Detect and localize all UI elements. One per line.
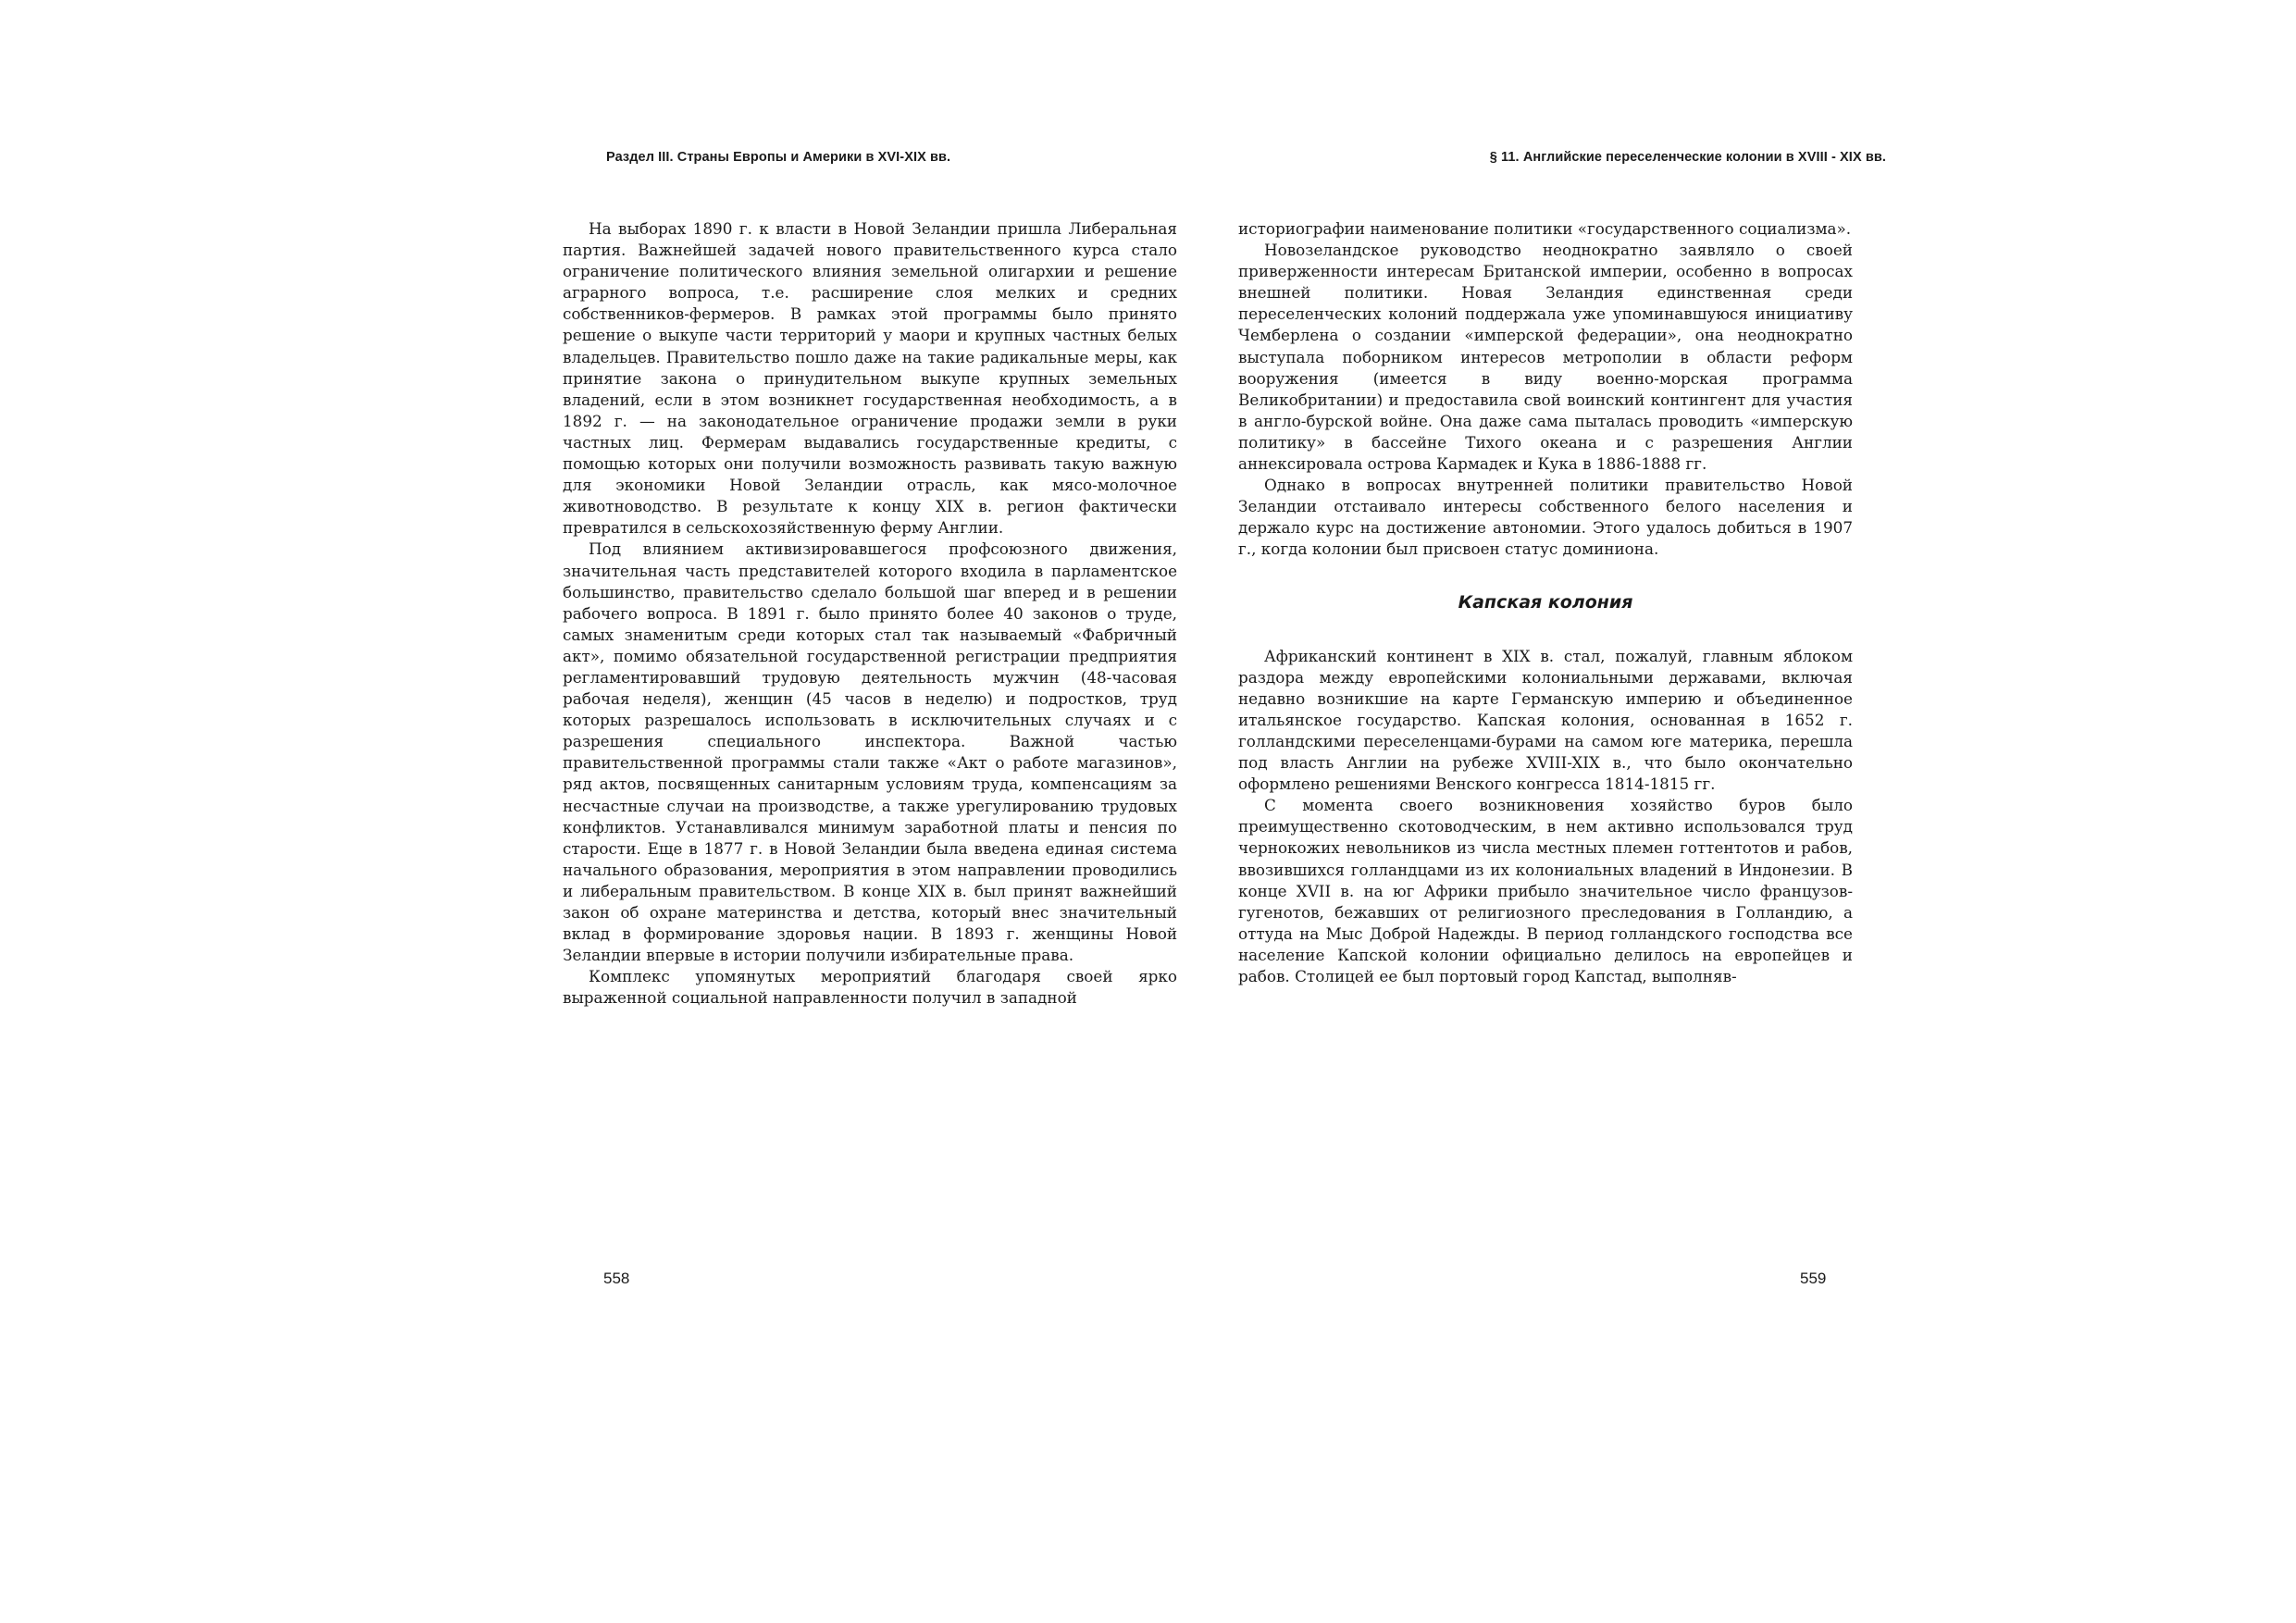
right-running-head: § 11. Английские переселенческие колонии в XVIII - XIX вв. <box>1489 150 1886 165</box>
left-page <box>555 0 1203 1623</box>
right-paragraph-4: Африканский континент в XIX в. стал, пожалуй, главным яблоком раздора между европейскими колониальными державами, включая недавно возникшие на карте Германскую империю и объединенное итальянское государство. Капская колония, основанная в 1652 г. голландскими переселенцами-бурами на самом юге материка, перешла под власть Англии на рубеже XVIII-XIX в., что было окончательно оформлено решениями Венского конгресса 1814-1815 гг. <box>1238 646 1853 794</box>
right-paragraph-1: историографии наименование политики «государственного социализма». <box>1238 219 1852 238</box>
right-text-block <box>1238 218 1853 987</box>
section-heading: Капская колония <box>1458 591 1633 613</box>
right-page-number: 559 <box>1800 1270 1827 1287</box>
left-running-head: Раздел III. Страны Европы и Америки в XVI-XIX вв. <box>606 150 951 165</box>
left-paragraph-1: На выборах 1890 г. к власти в Новой Зеландии пришла Либеральная партия. Важнейшей задачей нового правительственного курса стало ограничение политического влияния земельной олигархии и решение аграрного вопроса, т.е. расширение слоя мелких и средних собственников-фермеров. В рамках этой программы было принято решение о выкупе части территорий у маори и крупных частных белых владельцев. Правительство пошло даже на такие радикальные меры, как принятие закона о принудительном выкупе крупных земельных владений, если в этом возникнет государственная необходимость, а в 1892 г. — на законодательное ограничение продажи земли в руки частных лиц. Фермерам выдавались государственные кредиты, с помощью которых они получили возможность развивать такую важную для экономики Новой Зеландии отрасль, как мясо-молочное животноводство. В результате к концу XIX в. регион фактически превратился в сельскохозяйственную ферму Англии. <box>563 219 1177 538</box>
right-page <box>1238 0 1886 1623</box>
left-paragraph-3: Комплекс упомянутых мероприятий благодаря своей ярко выраженной социальной направленности получил в западной <box>563 967 1177 1008</box>
left-text-block <box>563 218 1177 1009</box>
right-paragraph-2: Новозеландское руководство неоднократно заявляло о своей приверженности интересам Британской империи, особенно в вопросах внешней политики. Новая Зеландия единственная среди переселенческих колоний поддержала уже упоминавшуюся инициативу Чемберлена о создании «имперской федерации», она неоднократно выступала поборником интересов метрополии в области реформ вооружения (имеется в виду военно-морская программа Великобритании) и предоставила свой воинский контингент для участия в англо-бурской войне. Она даже сама пыталась проводить «имперскую политику» в бассейне Тихого океана и с разрешения Англии аннексировала острова Кармадек и Кука в 1886-1888 гг. <box>1238 241 1853 474</box>
right-paragraph-5: С момента своего возникновения хозяйство буров было преимущественно скотоводческим, в нем активно использовался труд чернокожих невольников из числа местных племен готтентотов и рабов, ввозившихся голландцами из их колониальных владений в Индонезии. В конце XVII в. на юг Африки прибыло значительное число французов-гугенотов, бежавших от религиозного преследования в Голландию, а оттуда на Мыс Доброй Надежды. В период голландского господства все население Капской колонии официально делилось на европейцев и рабов. Столицей ее был портовый город Капстад, выполняв- <box>1238 796 1853 985</box>
left-paragraph-2: Под влиянием активизировавшегося профсоюзного движения, значительная часть представителей которого входила в парламентское большинство, правительство сделало большой шаг вперед и в решении рабочего вопроса. В 1891 г. было принято более 40 законов о труде, самых знаменитым среди которых стал так называемый «Фабричный акт», помимо обязательной государственной регистрации предприятия регламентировавший трудовую деятельность мужчин (48-часовая рабочая неделя), женщин (45 часов в неделю) и подростков, труд которых разрешалось использовать в исключительных случаях и с разрешения специального инспектора. Важной частью правительственной программы стали также «Акт о работе магазинов», ряд актов, посвященных санитарным условиям труда, компенсациям за несчастные случаи на производстве, а также урегулированию трудовых конфликтов. Устанавливался минимум заработной платы и пенсия по старости. Еще в 1877 г. в Новой Зеландии была введена единая система начального образования, мероприятия в этом направлении проводились и либеральным правительством. В конце XIX в. был принят важнейший закон об охране материнства и детства, который внес значительный вклад в формирование здоровья нации. В 1893 г. женщины Новой Зеландии впервые в истории получили избирательные права. <box>563 539 1177 965</box>
right-paragraph-3: Однако в вопросах внутренней политики правительство Новой Зеландии отстаивало интересы собственного белого населения и держало курс на достижение автономии. Этого удалось добиться в 1907 г., когда колонии был присвоен статус доминиона. <box>1238 476 1853 559</box>
left-page-number: 558 <box>603 1270 630 1287</box>
